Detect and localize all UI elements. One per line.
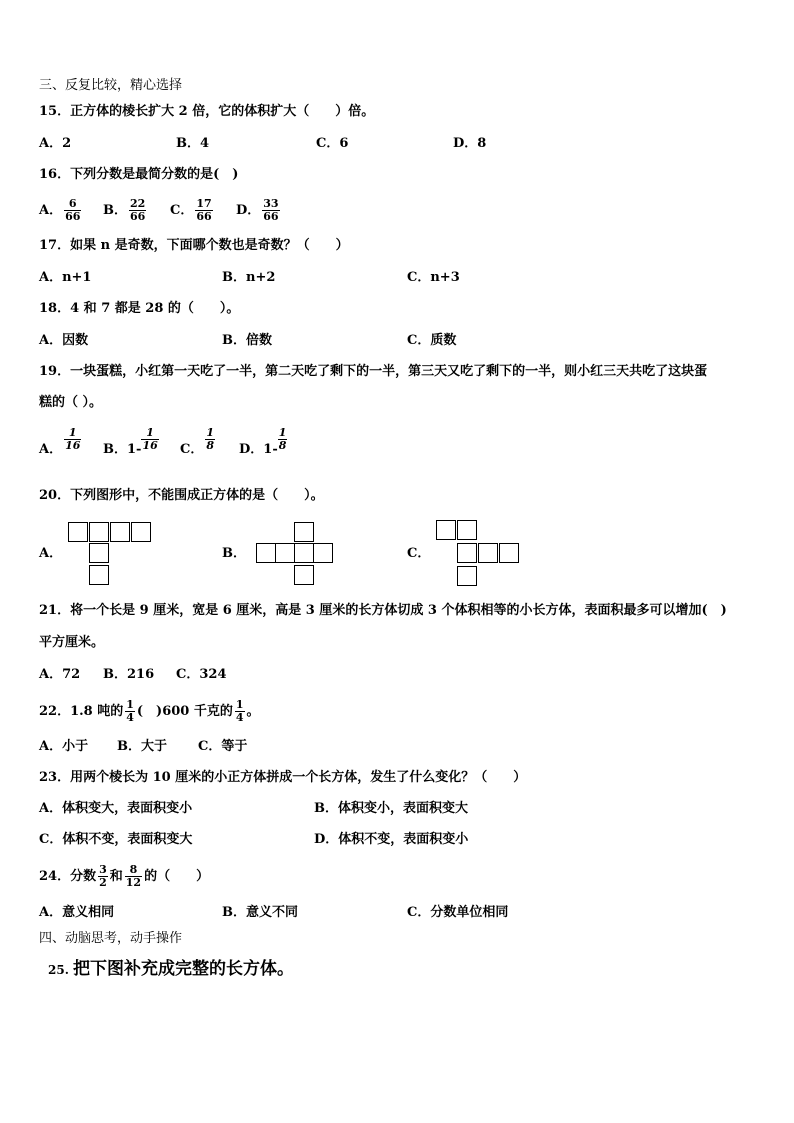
- q20-option-a[interactable]: A．: [39, 546, 63, 561]
- option-label: B．: [103, 442, 127, 457]
- stem-part: 22．1.8 吨的: [39, 704, 124, 719]
- fraction: [141, 427, 158, 452]
- net-square: [457, 520, 477, 540]
- question-25: [48, 958, 294, 982]
- fraction: [98, 864, 108, 889]
- stem-part: 。: [246, 704, 260, 719]
- denominator: 4: [235, 711, 244, 724]
- q24-option-b[interactable]: B．意义不同: [222, 905, 298, 920]
- question-17-stem: 17．如果 n 是奇数，下面哪个数也是奇数？（ ）: [39, 238, 349, 253]
- numerator: 1: [206, 426, 215, 439]
- q18-option-c[interactable]: C．质数: [407, 333, 457, 348]
- q22-option-c[interactable]: C．等于: [198, 739, 248, 754]
- q20-option-c[interactable]: C．: [407, 546, 431, 561]
- stem-part: 的（ ）: [144, 869, 210, 884]
- q22-option-b[interactable]: B．大于: [117, 739, 167, 754]
- numerator: 8: [129, 863, 138, 876]
- q20-option-b[interactable]: B．: [222, 546, 246, 561]
- net-square: [256, 543, 276, 563]
- q21-option-a[interactable]: A．72: [39, 667, 81, 682]
- q22-option-a[interactable]: A．小于: [39, 739, 89, 754]
- option-label: B．: [103, 203, 127, 218]
- section-title: 三、反复比较，精心选择: [39, 78, 183, 93]
- net-square: [294, 522, 314, 542]
- q15-option-a[interactable]: A．2: [39, 136, 72, 151]
- net-square: [294, 565, 314, 585]
- fraction: [125, 699, 135, 724]
- q23-option-b[interactable]: B．体积变小，表面积变大: [314, 801, 468, 816]
- numerator: 17: [196, 197, 212, 210]
- denominator: 4: [126, 711, 134, 724]
- section-title: 四、动脑思考，动手操作: [39, 931, 183, 946]
- option-label: C．: [170, 203, 194, 218]
- numerator: 3: [99, 863, 107, 876]
- numerator: 6: [68, 197, 77, 210]
- q16-option-b[interactable]: [103, 196, 148, 226]
- question-22-stem: [39, 698, 260, 726]
- q18-option-b[interactable]: B．倍数: [222, 333, 272, 348]
- net-square: [68, 522, 88, 542]
- denominator: 66: [65, 210, 81, 223]
- numerator: 22: [130, 197, 146, 210]
- q15-option-d[interactable]: D．8: [453, 136, 487, 151]
- numerator: 1: [68, 426, 77, 439]
- q24-option-c[interactable]: C．分数单位相同: [407, 905, 509, 920]
- stem-part: ( )600 千克的: [136, 704, 233, 719]
- q16-option-c[interactable]: [170, 196, 215, 226]
- q17-option-b[interactable]: B．n+2: [222, 270, 276, 285]
- q19-option-a[interactable]: [39, 426, 83, 470]
- net-square: [275, 543, 295, 563]
- question-21-stem-line2: 平方厘米。: [39, 635, 105, 650]
- net-square: [89, 543, 109, 563]
- numerator: 1: [278, 426, 287, 439]
- q15-option-b[interactable]: B．4: [176, 136, 210, 151]
- option-label: D．: [239, 442, 264, 457]
- net-square: [478, 543, 498, 563]
- question-21-stem-line1: 21．将一个长是 9 厘米，宽是 6 厘米，高是 3 厘米的长方体切成 3 个体积相等的小长方体，表面积最多可以增加( ): [39, 603, 727, 618]
- q16-option-d[interactable]: [236, 196, 282, 226]
- option-label: A．: [39, 203, 63, 218]
- denominator: 66: [196, 210, 212, 223]
- question-text: 把下图补充成完整的长方体。: [73, 959, 295, 979]
- q21-option-b[interactable]: B．216: [103, 667, 155, 682]
- net-square: [110, 522, 130, 542]
- question-19-stem-line2: 糕的（ ）。: [39, 395, 103, 410]
- option-label: C．: [180, 442, 204, 457]
- numerator: 1: [146, 426, 154, 439]
- fraction: [262, 198, 279, 223]
- numerator: 1: [235, 698, 244, 711]
- question-24-stem: [39, 862, 209, 892]
- q24-option-a[interactable]: A．意义相同: [39, 905, 115, 920]
- q16-option-a[interactable]: [39, 196, 83, 226]
- net-square: [294, 543, 314, 563]
- fraction: [64, 427, 81, 452]
- q23-option-d[interactable]: D．体积不变，表面积变小: [314, 832, 469, 847]
- q17-option-c[interactable]: C．n+3: [407, 270, 460, 285]
- option-prefix: 1-: [127, 442, 142, 457]
- denominator: 66: [130, 210, 146, 223]
- net-square: [436, 520, 456, 540]
- denominator: 2: [99, 876, 107, 889]
- denominator: 12: [125, 876, 142, 889]
- numerator: 1: [126, 698, 134, 711]
- q18-option-a[interactable]: A．因数: [39, 333, 89, 348]
- fraction: [235, 699, 245, 724]
- stem-part: 和: [109, 869, 123, 884]
- net-square: [313, 543, 333, 563]
- stem-part: 24．分数: [39, 869, 97, 884]
- question-16-stem: 16．下列分数是最简分数的是( ): [39, 167, 239, 182]
- denominator: 8: [206, 439, 215, 452]
- net-square: [457, 543, 477, 563]
- net-square: [89, 565, 109, 585]
- question-19-stem-line1: 19．一块蛋糕，小红第一天吃了一半，第二天吃了剩下的一半，第三天又吃了剩下的一半，则小红三天共吃了这块蛋: [39, 364, 708, 379]
- option-label: A．: [39, 442, 63, 457]
- q23-option-a[interactable]: A．体积变大，表面积变小: [39, 801, 193, 816]
- q23-option-c[interactable]: C．体积不变，表面积变大: [39, 832, 193, 847]
- q17-option-a[interactable]: A．n+1: [39, 270, 92, 285]
- q15-option-c[interactable]: C．6: [316, 136, 349, 151]
- denominator: 16: [65, 439, 81, 452]
- net-square: [457, 566, 477, 586]
- fraction: [64, 198, 81, 223]
- fraction: [125, 864, 142, 889]
- fraction: [195, 198, 212, 223]
- option-label: D．: [236, 203, 261, 218]
- q21-option-c[interactable]: C．324: [176, 667, 227, 682]
- question-23-stem: 23．用两个棱长为 10 厘米的小正方体拼成一个长方体，发生了什么变化？（ ）: [39, 770, 527, 785]
- question-number: 25.: [48, 963, 69, 977]
- question-18-stem: 18．4 和 7 都是 28 的（ ）。: [39, 301, 240, 316]
- denominator: 16: [142, 439, 158, 452]
- net-square: [499, 543, 519, 563]
- fraction: [205, 427, 215, 452]
- net-square: [131, 522, 151, 542]
- question-20-stem: 20．下列图形中，不能围成正方体的是（ ）。: [39, 488, 324, 503]
- net-square: [89, 522, 109, 542]
- question-15-stem: 15．正方体的棱长扩大 2 倍，它的体积扩大（ ）倍。: [39, 104, 375, 119]
- q19-option-c[interactable]: [180, 426, 217, 470]
- fraction: [278, 427, 288, 452]
- q19-option-b[interactable]: [103, 426, 161, 470]
- denominator: 8: [278, 439, 287, 452]
- fraction: [129, 198, 146, 223]
- numerator: 33: [263, 197, 279, 210]
- q19-option-d[interactable]: [239, 426, 289, 470]
- denominator: 66: [263, 210, 279, 223]
- option-prefix: 1-: [263, 442, 278, 457]
